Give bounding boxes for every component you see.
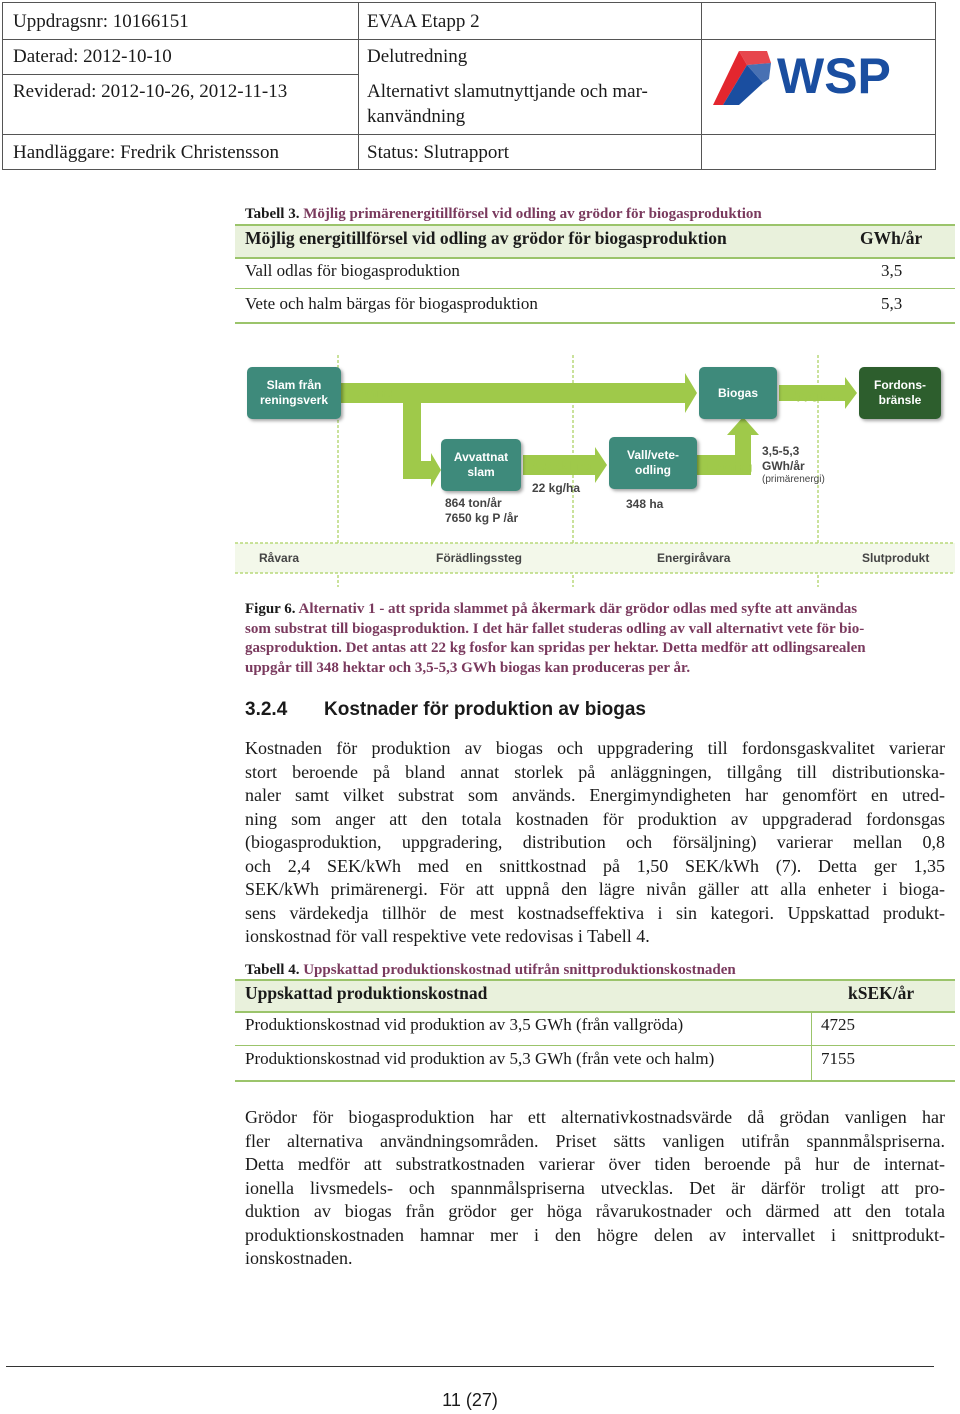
uppgrad-label: Uppgrad.: [788, 388, 841, 402]
paragraph1-line8: sens värdekedja tillhör de mest kostnadseffektiva i sin kategori. Uppskattad produkt-: [245, 902, 945, 923]
table3-caption-text: Möjlig primärenergitillförsel vid odling av grödor för biogasproduktion: [303, 206, 762, 222]
table3-header-label: Möjlig energitillförsel vid odling av grödor för biogasproduktion: [245, 228, 727, 248]
table3-caption: [245, 206, 762, 223]
table3-row1-value: 3,5: [881, 261, 903, 280]
table4-row2-label: Produktionskostnad vid produktion av 5,3 GWh (från vete och halm): [245, 1049, 715, 1068]
vall-box-line2: odling: [635, 463, 671, 477]
column-label-energiravara: Energiråvara: [657, 551, 731, 565]
fordon-box-line1: Fordons-: [874, 378, 926, 392]
gwh-range-label: 3,5-5,3: [762, 444, 800, 458]
paragraph-crops: [245, 1106, 945, 1271]
vall-box-line1: Vall/vete-: [626, 448, 680, 462]
report-type: Delutredning: [367, 46, 468, 67]
paragraph1-line9: ionskostnad för vall respektive vete redovisas i Tabell 4.: [245, 926, 650, 946]
logo-text: WSP: [777, 48, 891, 104]
paragraph2-line6: produktionskostnaden hamnar mer i den högre delen av intervallet i snittprodukt-: [245, 1224, 945, 1245]
paragraph2-line1: Grödor för biogasproduktion har ett alternativkostnadsvärde då grödan vanligen har: [245, 1107, 945, 1127]
ha-label: 348 ha: [626, 497, 664, 511]
kg-ha-label: 22 kg/ha: [532, 481, 581, 495]
slam-box-line1: Slam från: [266, 378, 322, 392]
paragraph1-line5: (biogasproduktion, uppgradering, distribution och försäljning) varierar mellan 0,8: [245, 832, 945, 852]
table4-header-label: Uppskattad produktionskostnad: [245, 983, 488, 1003]
figure6-line3: gasproduktion. Det antas att 22 kg fosfor kan spridas per hektar. Detta medför att odlingsarealen: [245, 640, 866, 656]
footer-rule: [6, 1366, 934, 1367]
report-title-line2: kanvändning: [367, 106, 466, 127]
p-godsling-label: P-gödsling: [529, 459, 591, 473]
table4-header-unit: kSEK/år: [848, 983, 915, 1003]
avvattnat-box: [441, 439, 521, 491]
revised: Reviderad: 2012-10-26, 2012-11-13: [13, 81, 288, 102]
column-label-slutprodukt: Slutprodukt: [862, 551, 930, 565]
table3-row2-label: Vete och halm bärgas för biogasproduktion: [245, 294, 538, 313]
assignment-number: Uppdragsnr: 10166151: [13, 11, 189, 32]
table4-row1-label: Produktionskostnad vid produktion av 3,5 GWh (från vallgröda): [245, 1015, 684, 1034]
header-column-middle: [358, 3, 702, 169]
primary-energy-label: (primärenergi): [762, 474, 825, 485]
paragraph2-line2: fler alternativa användningsområden. Priset sätts vanligen utifrån spannmålspriserna.: [245, 1130, 945, 1151]
slam-box-line2: reningsverk: [259, 393, 329, 407]
ton-ar-label: 864 ton/år: [445, 496, 502, 510]
figure6-line1: Alternativ 1 - att sprida slammet på åkermark där grödor odlas med syfte att användas: [298, 601, 858, 617]
column-label-foradlingssteg: Förädlingssteg: [436, 551, 523, 565]
section-title: Kostnader för produktion av biogas: [324, 699, 646, 720]
table3-caption-number: Tabell 3.: [245, 206, 300, 222]
slam-box: [247, 367, 341, 419]
rotning-bottom-label: Rötning: [707, 460, 753, 474]
figure6-line4: uppgår till 348 hektar och 3,5-5,3 GWh biogas kan produceras per år.: [245, 659, 691, 676]
page-number: 11 (27): [442, 1390, 498, 1410]
paragraph1-line1: Kostnaden för produktion av biogas och uppgradering till fordonsgaskvalitet varierar: [245, 738, 945, 758]
table4-caption: [245, 962, 736, 979]
fordon-box: [859, 367, 941, 419]
biogas-box: [699, 367, 777, 419]
table4-row1-value: 4725: [821, 1015, 855, 1034]
table4-row2-value: 7155: [821, 1049, 855, 1068]
paragraph2-line3: Detta medför att substratkostnaden varierar över tiden beroende på hur de internat-: [245, 1154, 945, 1174]
table3-row2-value: 5,3: [881, 294, 903, 313]
header-column-logo: [701, 3, 935, 169]
project-name: EVAA Etapp 2: [367, 11, 480, 32]
avvattnat-box-line1: Avvattnat: [453, 450, 509, 464]
table4-caption-number: Tabell 4.: [245, 962, 300, 978]
figure6-number: Figur 6.: [245, 601, 296, 617]
report-status: Status: Slutrapport: [367, 142, 509, 163]
table3-header-unit: GWh/år: [860, 228, 923, 248]
handler: Handläggare: Fredrik Christensson: [13, 142, 279, 163]
paragraph2-line4: ionella livsmedels- och spannmålspriserna utvecklas. Det är därför troligt att pro-: [245, 1177, 945, 1198]
gwh-unit-label: GWh/år: [762, 459, 805, 473]
vall-box: [609, 437, 697, 489]
table3-row1-label: Vall odlas för biogasproduktion: [245, 261, 460, 280]
section-number: 3.2.4: [245, 699, 288, 720]
header-column-left: [3, 3, 359, 169]
fordon-box-line2: bränsle: [878, 393, 922, 407]
table4-column-divider: [811, 1012, 812, 1080]
document-header: [2, 2, 936, 170]
wsp-logo: [709, 43, 909, 113]
paragraph2-line7: ionskostnaden.: [245, 1248, 353, 1268]
paragraph1-line7: SEK/kWh primärenergi. För att uppnå den lägre nivån gäller att alla enheter i bioga-: [245, 879, 945, 899]
table4-caption-text: Uppskattad produktionskostnad utifrån snittproduktionskostnaden: [303, 962, 736, 978]
report-title-line1: Alternativt slamutnyttjande och mar-: [367, 81, 648, 102]
avvattnat-box-line2: slam: [467, 465, 495, 479]
figure6-diagram: [235, 355, 955, 587]
paragraph2-line5: duktion av biogas från grödor ger höga råvarukostnader och därmed att den totala: [245, 1201, 945, 1221]
diagram-arrows: [235, 355, 955, 587]
paragraph-costs: [245, 737, 945, 949]
kg-p-label: 7650 kg P /år: [445, 511, 519, 525]
paragraph1-line2: stort beroende på bland annat storlek på anläggningen, tillgång till distributionska-: [245, 761, 945, 782]
paragraph1-line4: ning som anger att den totala kostnaden för produktion av uppgraderad fordonsgas: [245, 808, 945, 829]
figure6-line2: som substrat till biogasproduktion. I det här fallet studeras odling av vall alternativt vete för bio-: [245, 620, 865, 637]
column-label-ravara: Råvara: [259, 551, 300, 565]
figure6-caption: [245, 600, 945, 678]
paragraph1-line6: och 2,4 SEK/kWh med en snittkostnad på 1,50 SEK/kWh (7). Detta ger 1,35: [245, 855, 945, 876]
rotning-top-label: Rötning: [349, 386, 395, 400]
dated: Daterad: 2012-10-10: [13, 46, 172, 67]
biogas-box-label: Biogas: [717, 385, 758, 400]
paragraph1-line3: naler samt vilket substrat som används. Energimyndigheten har genomfört en utred-: [245, 785, 945, 805]
